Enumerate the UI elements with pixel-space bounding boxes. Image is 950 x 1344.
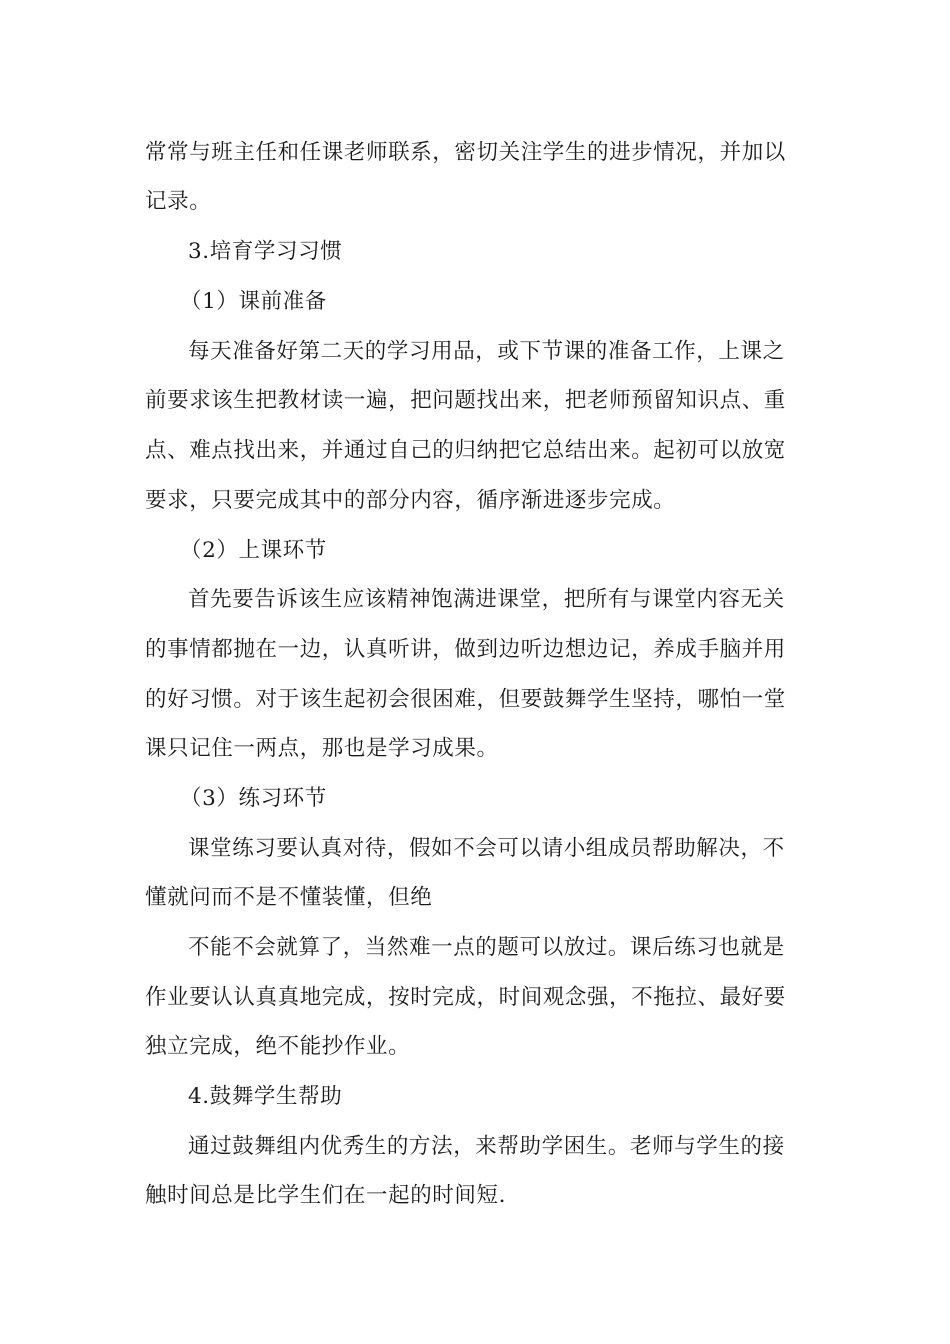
body-text-line: 作业要认认真真地完成，按时完成，时间观念强，不拖拉、最好要 [145,985,786,1010]
body-text-line: 要求，只要完成其中的部分内容，循序渐进逐步完成。 [145,488,676,513]
body-text-line: 点、难点找出来，并通过自己的归纳把它总结出来。起初可以放宽 [145,438,786,463]
body-text-line: 常常与班主任和任课老师联系，密切关注学生的进步情况，并加以 [145,140,786,165]
body-text-line: 的事情都抛在一边，认真听讲，做到边听边想边记，养成手脑并用 [145,637,786,662]
body-text-line: 独立完成，绝不能抄作业。 [145,1034,411,1059]
body-text-line: 触时间总是比学生们在一起的时间短. [145,1183,507,1208]
body-text-line: 不能不会就算了，当然难一点的题可以放过。课后练习也就是 [188,935,785,960]
body-text-line: 课堂练习要认真对待，假如不会可以请小组成员帮助解决，不 [188,836,785,861]
subsection-heading: （3）练习环节 [180,786,327,811]
subsection-heading: （2）上课环节 [180,538,327,563]
section-heading: 3.培育学习习惯 [188,239,343,264]
subsection-heading: （1）课前准备 [180,289,327,314]
body-text-line: 前要求该生把教材读一遍，把问题找出来，把老师预留知识点、重 [145,388,786,413]
body-text-line: 首先要告诉该生应该精神饱满进课堂，把所有与课堂内容无关 [188,587,785,612]
body-text-line: 通过鼓舞组内优秀生的方法，来帮助学困生。老师与学生的接 [188,1134,785,1159]
body-text-line: 懂就问而不是不懂装懂，但绝 [145,885,433,910]
body-text-line: 课只记住一两点，那也是学习成果。 [145,736,499,761]
body-text-line: 记录。 [145,189,212,214]
body-text-line: 的好习惯。对于该生起初会很困难，但要鼓舞学生坚持，哪怕一堂 [145,687,786,712]
body-text-line: 每天准备好第二天的学习用品，或下节课的准备工作，上课之 [188,339,785,364]
section-heading: 4.鼓舞学生帮助 [188,1084,343,1109]
